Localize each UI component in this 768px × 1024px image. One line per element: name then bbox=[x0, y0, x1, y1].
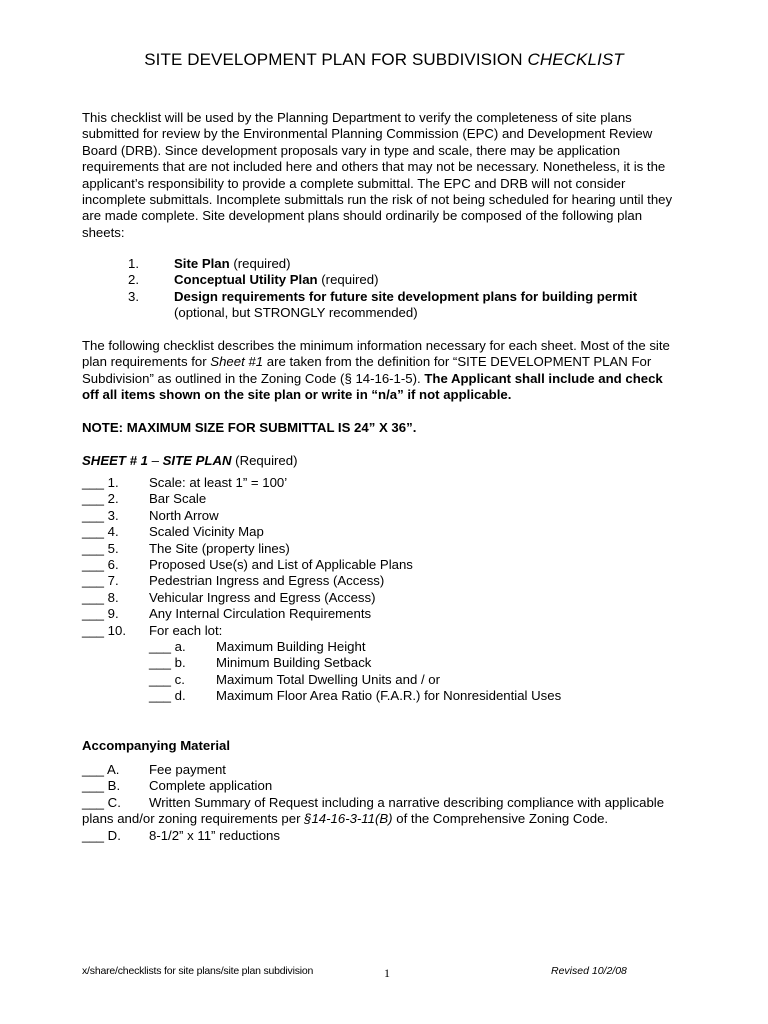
checklist-item[interactable]: ___ 10. For each lot: bbox=[82, 622, 223, 638]
checklist-item[interactable]: ___ 6. Proposed Use(s) and List of Applicable Plans bbox=[82, 556, 413, 572]
checklist-item[interactable]: ___ 1. Scale: at least 1” = 100’ bbox=[82, 475, 288, 490]
plan-item: 2. Conceptual Utility Plan (required) bbox=[128, 272, 379, 288]
checklist-item[interactable]: ___ A. Fee payment bbox=[82, 762, 226, 777]
checklist-item[interactable]: ___ 2. Bar Scale bbox=[82, 491, 207, 507]
intro-paragraph: This checklist will be used by the Planning Department to verify the completeness of site plans submitted for review by the Environmental Planning Commission (EPC) and Development Review Board (DRB). Since development proposals vary in type and scale, there may be application requirements that are not included here and others that may not be necessary. Nonetheless, it is the applicant’s responsibility to provide a complete submittal. The EPC and DRB will not consider incomplete submittals. Incomplete submittals run the risk of not being scheduled for hearing until they are made complete. Site development plans should ordinarily be composed of the following plan sheets: bbox=[82, 110, 673, 240]
sheet-heading: SHEET # 1 – SITE PLAN (Required) bbox=[82, 453, 298, 468]
title-emphasis: CHECKLIST bbox=[527, 50, 624, 69]
checklist-item[interactable]: ___ D. 8-1/2” x 11” reductions bbox=[82, 827, 280, 843]
checklist-description: The following checklist describes the minimum information necessary for each sheet. Most of the site plan requirements for Sheet #1 are taken from the definition for “SITE DEVELOPMENT PLAN For Subdivision” as outlined in the Zoning Code (§ 14-16-1-5). The Applicant shall include and check off all items shown on the site plan or write in “n/a” if not applicable. bbox=[82, 338, 670, 403]
plan-item-note: (optional, but STRONGLY recommended) bbox=[174, 305, 418, 321]
title-main: SITE DEVELOPMENT PLAN FOR SUBDIVISION bbox=[144, 50, 528, 69]
checklist-item[interactable]: ___ 9. Any Internal Circulation Requirements bbox=[82, 606, 372, 622]
checklist-item[interactable]: ___ 3. North Arrow bbox=[82, 507, 219, 523]
plan-item: 1. Site Plan (required) bbox=[128, 256, 291, 271]
checklist-item[interactable]: ___ 5. The Site (property lines) bbox=[82, 540, 290, 556]
checklist-item[interactable]: ___ B. Complete application bbox=[82, 778, 273, 794]
size-note: NOTE: MAXIMUM SIZE FOR SUBMITTAL IS 24” X 36”. bbox=[82, 420, 417, 435]
checklist-item[interactable]: ___ 8. Vehicular Ingress and Egress (Access) bbox=[82, 589, 376, 605]
plan-item: 3. Design requirements for future site development plans for building permit bbox=[128, 288, 638, 304]
plan-sheets-list bbox=[82, 256, 682, 322]
checklist-subitem[interactable]: ___ c. Maximum Total Dwelling Units and / or bbox=[149, 671, 441, 687]
footer-path: x/share/checklists for site plans/site plan subdivision bbox=[82, 965, 314, 977]
checklist-subitem[interactable]: ___ d. Maximum Floor Area Ratio (F.A.R.) for Nonresidential Uses bbox=[149, 688, 562, 704]
checklist-subitem[interactable]: ___ a. Maximum Building Height bbox=[149, 638, 366, 654]
page-title bbox=[0, 50, 768, 70]
checklist-item[interactable]: ___ C. Written Summary of Request including a narrative describing compliance with applicable plans and/or zoning requirements per §14-16-3-11(B) of the Comprehensive Zoning Code. bbox=[82, 794, 665, 827]
checklist-item[interactable]: ___ 7. Pedestrian Ingress and Egress (Access) bbox=[82, 573, 385, 589]
checklist-item[interactable]: ___ 4. Scaled Vicinity Map bbox=[82, 524, 264, 540]
accompanying-material-heading: Accompanying Material bbox=[82, 738, 231, 753]
accompanying-material-list bbox=[82, 762, 682, 844]
page-number: 1 bbox=[384, 966, 390, 980]
revision-date: Revised 10/2/08 bbox=[551, 965, 627, 977]
checklist-subitem[interactable]: ___ b. Minimum Building Setback bbox=[149, 655, 372, 671]
site-plan-checklist bbox=[82, 475, 682, 704]
